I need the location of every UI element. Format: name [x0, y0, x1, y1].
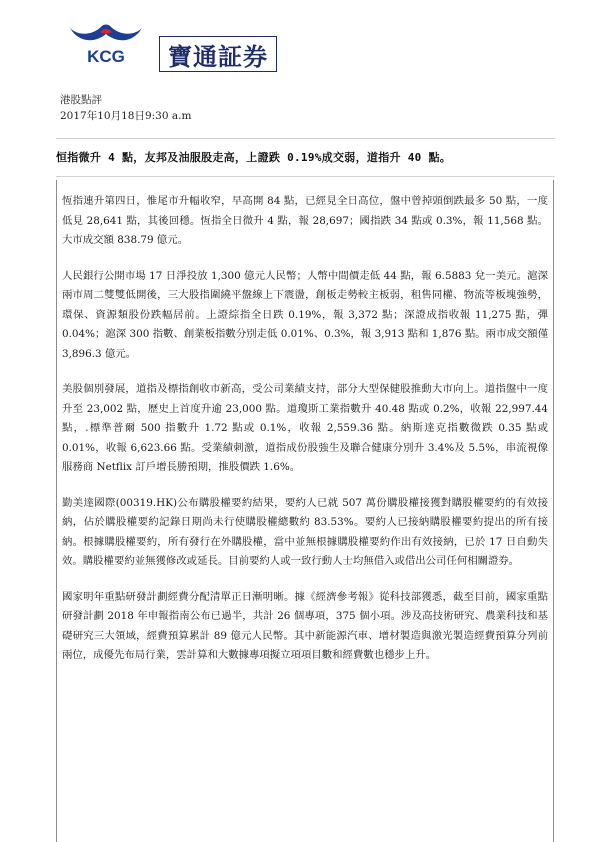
paragraph-policy-news: 國家明年重點研發計劃經費分配清單正日漸明晰。據《經濟參考報》從科技部獲悉，截至目前，國家重點研發計劃 2018 年申報指南公布已過半，共計 26 個專項，375 個小項。涉及高技術研究、農業科技和基礎研究三大領域，經費預算累計 89 億元人民幣。其中新能源汽車、增材製造與激光製造經費預算分列前兩位，成優先布局行業，雲計算和大數據專項擬立項項目數和經費數也穩步上升。 — [62, 590, 548, 661]
headline-divider-top — [56, 138, 555, 139]
paragraph-china-market: 人民銀行公開市場 17 日淨投放 1,300 億元人民幣；人幣中間價走低 44 點，報 6.5883 兌一美元。滬深兩市周二雙雙低開後，三大股指圍繞平盤線上下震盪，創板走勢較主板弱，租售同權、物流等板塊強勢，環保、資源類股份跌幅居前。上證綜指全日跌 0.19%，報 3,372 點；深證成指收報 11,275 點，彈 0.04%；滬深 300 指數、創業板指數分別走低 0.01%、0.3%，報 3,913 點和 1,876 點。兩市成交額僅 3,896.3 億元。 — [62, 269, 548, 360]
report-meta — [60, 92, 191, 124]
report-datetime: 2017年10月18日9:30 a.m — [60, 110, 192, 122]
report-body — [62, 192, 548, 682]
paragraph-hk-market: 恆指連升第四日，惟尾市升幅收窄，早高開 84 點，已經見全日高位，盤中曾掉頭倒跌最多 50 點，一度低見 28,641 點，其後回穩。恆指全日微升 4 點，報 28,697；國指跌 34 點或 0.3%，報 11,568 點。大市成交額 838.79 億元。 — [62, 195, 548, 246]
brand-name-box — [159, 36, 277, 72]
brand-name: 寶通証券 — [168, 41, 268, 71]
svg-text:KCG: KCG — [87, 47, 125, 66]
paragraph-company-news: 勤美達國際(00319.HK)公布購股權要約結果，要約人已就 507 萬份購股權接獲對購股權要約的有效接納，佔於購股權要約記錄日期尚未行使購股權總數約 83.53%。要約人已接納購股權要約提出的所有接納。根據購股權要約，所有發行在外購股權，當中並無根據購股權要約作出有效接納，已於 17 日自動失效。購股權要約並無獲修改或延長。目前要約人或一致行動人士均無借入或借出公司任何相關證券。 — [62, 496, 548, 567]
kcg-logo-icon — [64, 22, 148, 68]
report-category: 港股點評 — [60, 94, 102, 106]
kcg-logo — [64, 22, 148, 68]
headline: 恒指微升 4 點，友邦及油服股走高，上證跌 0.19%成交弱，道指升 40 點。 — [56, 151, 452, 164]
headline-divider-bottom — [56, 176, 555, 177]
paragraph-us-market: 美股個別發展，道指及標指創收市新高，受公司業績支持，部分大型保健股推動大市向上。道指盤中一度升至 23,002 點，歷史上首度升逾 23,000 點。道瓊斯工業指數升 40.48 點或 0.2%，收報 22,997.44 點，.標準普爾 500 指數升 1.72 點或 0.1%，收報 2,559.36 點。納斯達克指數微跌 0.35 點或 0.01%，收報 6,623.66 點。受業績刺激，道指成份股強生及聯合健康分別升 3.4%及 5.5%，串流視像服務商 Netflix 訂戶增長勝預期，推股價跌 1.6%。 — [62, 383, 548, 473]
